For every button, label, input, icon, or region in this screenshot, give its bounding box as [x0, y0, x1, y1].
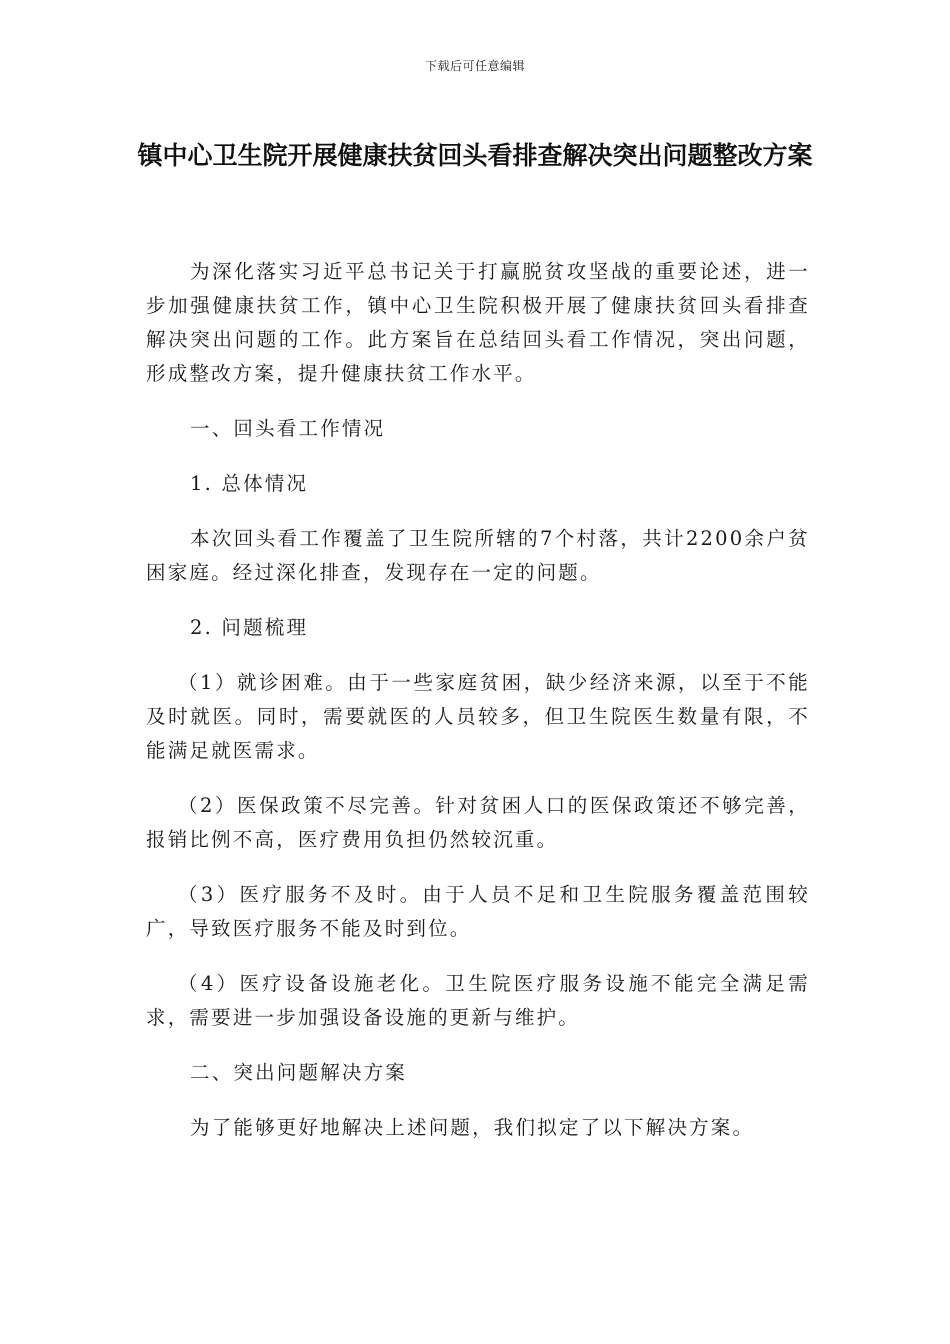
problem-item-3: （3）医疗服务不及时。由于人员不足和卫生院服务覆盖范围较广，导致医疗服务不能及时到位。: [146, 883, 810, 940]
section-heading-1: 一、回头看工作情况: [190, 417, 386, 440]
problem-item-2: （2）医保政策不尽完善。针对贫困人口的医保政策还不够完善，报销比例不高，医疗费用负担仍然较沉重。: [146, 794, 810, 851]
intro-paragraph: 为深化落实习近平总书记关于打赢脱贫攻坚战的重要论述，进一步加强健康扶贫工作，镇中心卫生院积极开展了健康扶贫回头看排查解决突出问题的工作。此方案旨在总结回头看工作情况，突出问题，形成整改方案，提升健康扶贫工作水平。: [146, 260, 810, 385]
section-heading-2: 二、突出问题解决方案: [190, 1061, 408, 1084]
solution-intro-paragraph: 为了能够更好地解决上述问题，我们拟定了以下解决方案。: [190, 1116, 755, 1139]
subsection-heading-1: 1. 总体情况: [190, 472, 309, 495]
header-note: 下载后可任意编辑: [424, 59, 525, 73]
subsection-heading-2: 2. 问题梳理: [190, 616, 309, 639]
overview-paragraph: 本次回头看工作覆盖了卫生院所辖的7个村落，共计2200余户贫困家庭。经过深化排查，发现存在一定的问题。: [146, 527, 810, 584]
problem-item-4: （4）医疗设备设施老化。卫生院医疗服务设施不能完全满足需求，需要进一步加强设备设施的更新与维护。: [146, 972, 810, 1029]
document-title: 镇中心卫生院开展健康扶贫回头看排查解决突出问题整改方案: [137, 141, 813, 170]
document-body: [146, 255, 810, 1166]
problem-item-1: （1）就诊困难。由于一些家庭贫困，缺少经济来源，以至于不能及时就医。同时，需要就医的人员较多，但卫生院医生数量有限，不能满足就医需求。: [146, 671, 810, 762]
